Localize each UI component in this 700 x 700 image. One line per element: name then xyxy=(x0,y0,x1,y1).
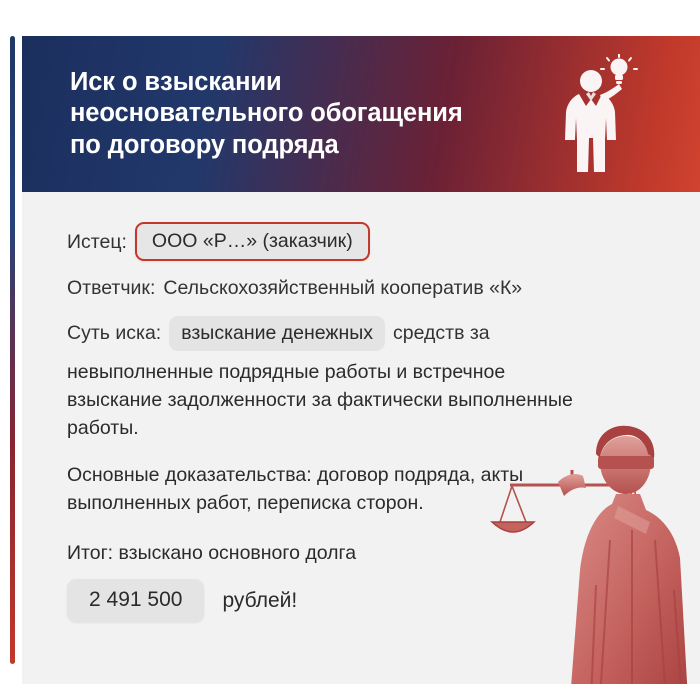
claim-tail: средств за xyxy=(393,322,490,345)
plaintiff-value-pill: ООО «Р…» (заказчик) xyxy=(135,222,370,261)
claim-row xyxy=(67,316,666,351)
defendant-label: Ответчик: xyxy=(67,277,156,300)
currency-label: рублей! xyxy=(222,588,298,612)
plaintiff-row xyxy=(67,222,666,261)
claim-label: Суть иска: xyxy=(67,322,162,345)
amount-row xyxy=(67,579,666,622)
result-label: Итог: взыскано основного долга xyxy=(67,541,357,564)
claim-highlight-pill: взыскание денежных xyxy=(169,316,385,351)
plaintiff-label: Истец: xyxy=(67,230,127,253)
left-accent-bar xyxy=(0,0,22,700)
defendant-row xyxy=(67,275,666,301)
page-title: Иск о взыскании неосновательного обогащения по договору подряда xyxy=(70,68,463,159)
defendant-value: Сельскохозяйственный кооператив «К» xyxy=(163,277,523,300)
lawyer-with-lightbulb-icon xyxy=(536,54,656,176)
bottom-white-margin xyxy=(0,684,700,700)
page-content-area xyxy=(22,0,700,700)
header-banner xyxy=(22,36,700,192)
evidence-text: Основные доказательства: договор подряда, акты выполненных работ, переписка сторон. xyxy=(67,464,524,514)
amount-value: 2 491 500 xyxy=(67,579,204,622)
claim-body-text: невыполненные подрядные работы и встречное взыскание задолженности за фактически выполненные работы. xyxy=(67,361,573,439)
top-white-margin xyxy=(0,0,700,36)
body-content xyxy=(22,192,700,622)
